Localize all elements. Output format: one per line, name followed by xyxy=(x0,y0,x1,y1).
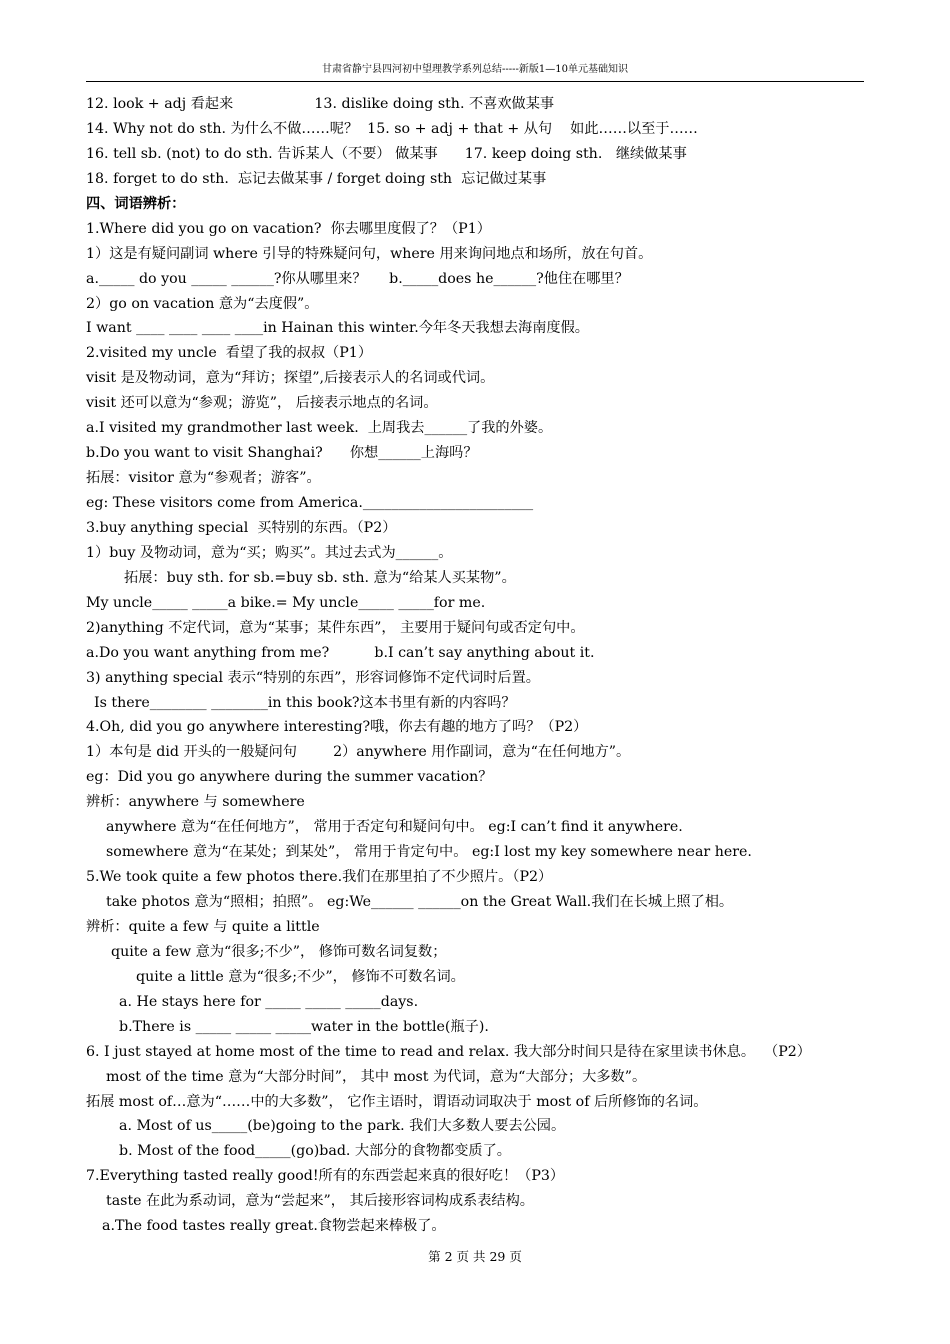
text-line: quite a little 意为“很多;不少”， 修饰不可数名词。 xyxy=(136,968,465,985)
text-line: 5.We took quite a few photos there.我们在那里拍了不少照片。（P2） xyxy=(86,869,553,886)
text-line: I want ____ ____ ____ ____in Hainan this winter.今年冬天我想去海南度假。 xyxy=(86,320,589,337)
text-line: 辨析：anywhere 与 somewhere xyxy=(86,794,305,811)
text-line: a. He stays here for _____ _____ _____days. xyxy=(119,993,419,1010)
text-line: 6. I just stayed at home most of the time to read and relax. 我大部分时间只是待在家里读书休息。 （P2） xyxy=(86,1043,811,1060)
text-line: 3) anything special 表示“特别的东西”，形容词修饰不定代词时后置。 xyxy=(86,669,540,686)
text-line: 16. tell sb. (not) to do sth. 告诉某人（不要） 做某事 17. keep doing sth. 继续做某事 xyxy=(86,145,687,162)
text-line: 7.Everything tasted really good!所有的东西尝起来真的很好吃！（P3） xyxy=(86,1168,565,1185)
text-line: a.Do you want anything from me? b.I can’t say anything about it. xyxy=(86,644,595,661)
text-line: most of the time 意为“大部分时间”， 其中 most 为代词，意为“大部分；大多数”。 xyxy=(106,1068,647,1085)
text-line: visit 是及物动词，意为“拜访；探望”,后接表示人的名词或代词。 xyxy=(86,370,495,387)
text-line: eg：Did you go anywhere during the summer vacation？ xyxy=(86,769,493,786)
text-line: taste 在此为系动词，意为“尝起来”， 其后接形容词构成系表结构。 xyxy=(106,1193,534,1210)
text-line: 1）本句是 did 开头的一般疑问句 2）anywhere 用作副词，意为“在任何地方”。 xyxy=(86,744,631,761)
document-body xyxy=(86,92,866,1239)
text-line: 18. forget to do sth. 忘记去做某事 / forget doing sth 忘记做过某事 xyxy=(86,170,547,187)
text-line: take photos 意为“照相；拍照”。 eg:We______ ______on the Great Wall.我们在长城上照了相。 xyxy=(106,894,734,910)
text-line: quite a few 意为“很多;不少”， 修饰可数名词复数； xyxy=(111,943,447,960)
text-line: a._____ do you _____ ______?你从哪里来？ b._____does he______?他住在哪里？ xyxy=(86,270,629,287)
page-header: 甘肃省静宁县四河初中望理教学系列总结-----新版1—10单元基础知识 xyxy=(322,64,628,75)
text-line: My uncle_____ _____a bike.= My uncle_____ _____for me. xyxy=(86,594,486,611)
text-line: 拓展 most of…意为“……中的大多数”， 它作主语时，谓语动词取决于 most of 后所修饰的名词。 xyxy=(86,1093,708,1110)
text-line: b.There is _____ _____ _____water in the bottle(瓶子). xyxy=(119,1018,489,1035)
text-line: Is there________ ________in this book?这本书里有新的内容吗？ xyxy=(94,694,516,711)
text-line: 14. Why not do sth. 为什么不做……呢？ 15. so + adj + that + 从句 如此……以至于…… xyxy=(86,120,698,137)
text-line: 2)anything 不定代词，意为“某事；某件东西”， 主要用于疑问句或否定句中。 xyxy=(86,619,585,636)
text-line: visit 还可以意为“参观；游览”， 后接表示地点的名词。 xyxy=(86,395,438,412)
page-footer: 第 2 页 共 29 页 xyxy=(428,1249,522,1264)
text-line: 拓展：visitor 意为“参观者；游客”。 xyxy=(86,470,321,487)
text-line: 1）buy 及物动词，意为“买；购买”。其过去式为______。 xyxy=(86,544,453,561)
text-line: b.Do you want to visit Shanghai? 你想______上海吗？ xyxy=(86,445,478,462)
text-line: eg: These visitors come from America.________________________ xyxy=(86,495,534,511)
text-line: a.I visited my grandmother last week. 上周我去______了我的外婆。 xyxy=(86,420,553,437)
text-line: a.The food tastes really great.食物尝起来棒极了。 xyxy=(102,1218,446,1235)
text-line: 四、词语辨析： xyxy=(86,195,186,212)
text-line: 3.buy anything special 买特别的东西。（P2） xyxy=(86,519,397,536)
text-line: a. Most of us_____(be)going to the park. 我们大多数人要去公园。 xyxy=(119,1118,566,1135)
text-line: 拓展：buy sth. for sb.=buy sb. sth. 意为“给某人买某物”。 xyxy=(124,569,516,586)
text-line: 辨析：quite a few 与 quite a little xyxy=(86,918,320,935)
text-line: anywhere 意为“在任何地方”， 常用于否定句和疑问句中。 eg:I can’t find it anywhere. xyxy=(106,819,683,836)
text-line: 2.visited my uncle 看望了我的叔叔（P1） xyxy=(86,345,373,362)
header-rule xyxy=(86,81,864,82)
text-line: 2）go on vacation 意为“去度假”。 xyxy=(86,295,319,312)
text-line: somewhere 意为“在某处；到某处”， 常用于肯定句中。 eg:I lost my key somewhere near here. xyxy=(106,844,752,861)
text-line: 1）这是有疑问副词 where 引导的特殊疑问句，where 用来询问地点和场所，放在句首。 xyxy=(86,245,653,262)
text-line: 12. look + adj 看起来 13. dislike doing sth. 不喜欢做某事 xyxy=(86,96,555,112)
text-line: 1.Where did you go on vacation? 你去哪里度假了？（P1） xyxy=(86,220,491,237)
text-line: b. Most of the food_____(go)bad. 大部分的食物都变质了。 xyxy=(119,1143,511,1160)
text-line: 4.Oh, did you go anywhere interesting?哦，你去有趣的地方了吗？（P2） xyxy=(86,719,588,736)
